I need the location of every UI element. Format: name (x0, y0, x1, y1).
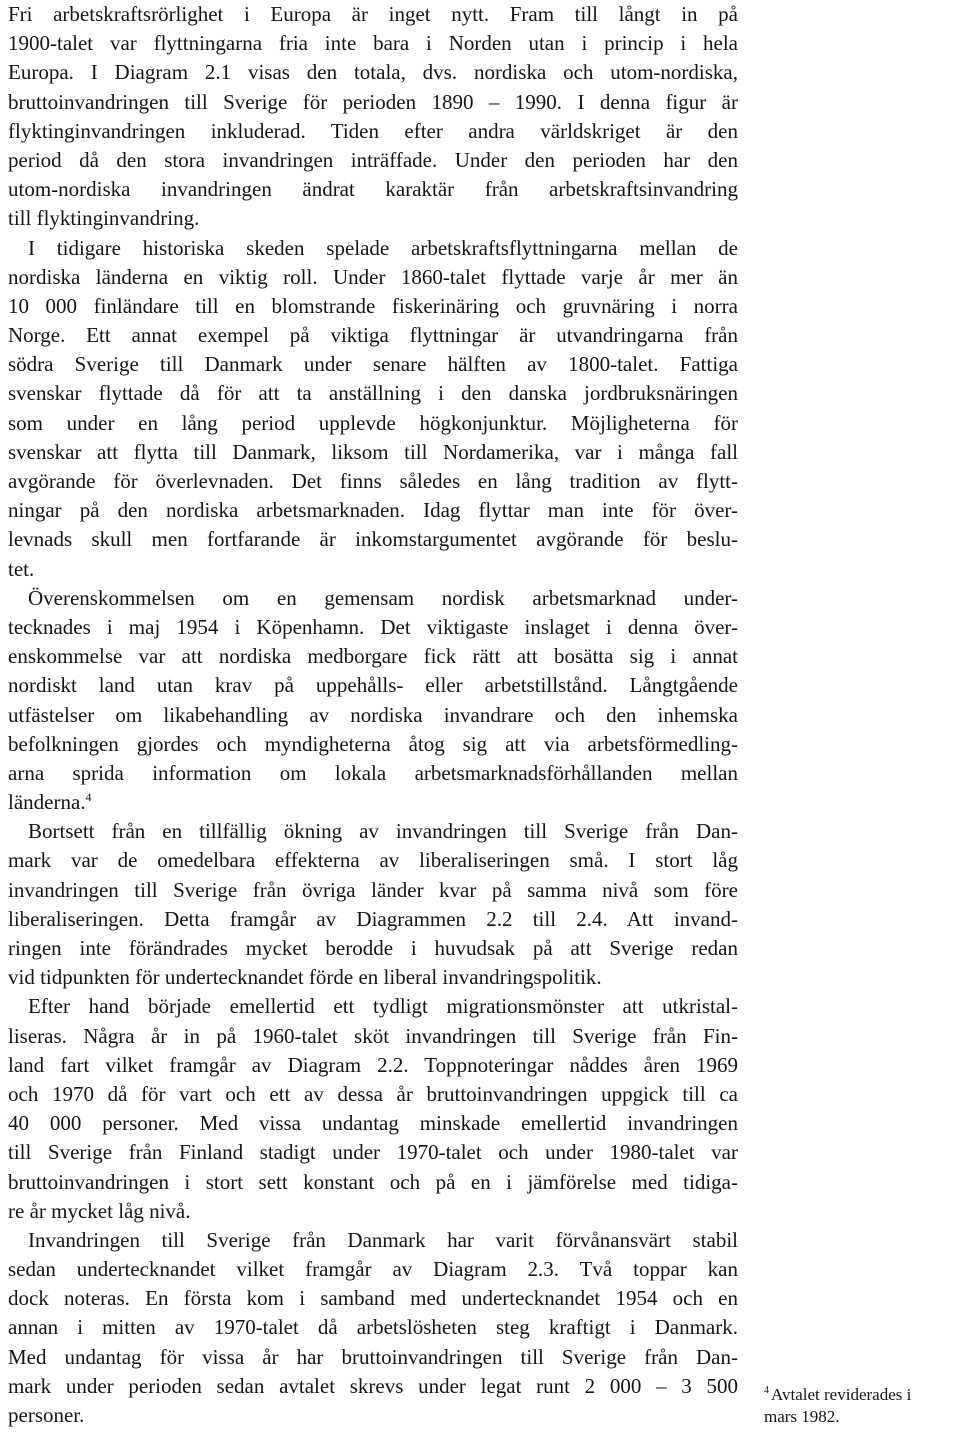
text-line: 40 000 personer. Med vissa undantag minskade emellertid invandringen (8, 1111, 738, 1136)
text-line: arna sprida information om lokala arbetsmarknadsförhållanden mellan (8, 760, 738, 785)
text-line: levnads skull men fortfarande är inkomstargumentet avgörande för beslu- (8, 527, 738, 552)
text-line: Överenskommelsen om en gemensam nordisk arbetsmarknad under- (28, 585, 738, 610)
text-line: land fart vilket framgår av Diagram 2.2. Toppnoteringar nåddes åren 1969 (8, 1052, 738, 1077)
text-line: flyktinginvandringen inkluderad. Tiden efter andra världskriget är den (8, 118, 738, 143)
text-line: bruttoinvandringen i stort sett konstant och på en i jämförelse med tidiga- (8, 1169, 738, 1194)
text-line: 10 000 finländare till en blomstrande fiskerinäring och gruvnäring i norra (8, 293, 738, 318)
text-line: tet. (8, 556, 35, 581)
text-line: och 1970 då för vart och ett av dessa år bruttoinvandringen uppgick till ca (8, 1081, 738, 1106)
text-line: som under en lång period upplevde högkonjunktur. Möjligheterna för (8, 410, 738, 435)
body-text (8, 0, 738, 1430)
text-line: svenskar flyttade då för att ta anställning i den danska jordbruksnäringen (8, 381, 738, 406)
text-line: personer. (8, 1403, 85, 1427)
text-line: Fri arbetskraftsrörlighet i Europa är inget nytt. Fram till långt in på (8, 2, 738, 26)
text-line: mark var de omedelbara effekterna av liberaliseringen små. I stort låg (8, 848, 738, 873)
text-line: Med undantag för vissa år har bruttoinvandringen till Sverige från Dan- (8, 1344, 738, 1369)
text-line: Bortsett från en tillfällig ökning av invandringen till Sverige från Dan- (28, 819, 738, 844)
footnote-mark: 4 (764, 1385, 769, 1397)
text-line: avgörande för överlevnaden. Det finns således en lång tradition av flytt- (8, 469, 738, 493)
text-line: Norge. Ett annat exempel på viktiga flyttningar är utvandringarna från (8, 323, 738, 348)
text-line: sedan undertecknandet vilket framgår av Diagram 2.3. Två toppar kan (8, 1257, 738, 1282)
text-line: annan i mitten av 1970-talet då arbetslösheten steg kraftigt i Danmark. (8, 1315, 738, 1340)
text-line: Europa. I Diagram 2.1 visas den totala, dvs. nordiska och utom-nordiska, (8, 60, 738, 85)
text-line: ringen inte förändrades mycket berodde i huvudsak på att Sverige redan (8, 936, 738, 960)
text-line: södra Sverige till Danmark under senare hälften av 1800-talet. Fattiga (8, 352, 738, 377)
text-line: liseras. Några år in på 1960-talet sköt invandringen till Sverige från Fin- (8, 1023, 738, 1048)
text-line: re år mycket låg nivå. (8, 1198, 191, 1223)
text-line: utom-nordiska invandringen ändrat karaktär från arbetskraftsinvandring (8, 177, 738, 202)
text-line: period då den stora invandringen inträffade. Under den perioden har den (8, 147, 738, 172)
text-line: befolkningen gjordes och myndigheterna åtog sig att via arbetsförmedling- (8, 731, 738, 756)
text-line: vid tidpunkten för undertecknandet förde en liberal invandringspolitik. (8, 965, 602, 990)
text-line: liberaliseringen. Detta framgår av Diagrammen 2.2 till 2.4. Att invand- (8, 906, 738, 931)
footnote (764, 1384, 960, 1428)
text-line: dock noteras. En första kom i samband med undertecknandet 1954 och en (8, 1286, 738, 1311)
text-line: länderna. (8, 790, 86, 815)
text-line: till Sverige från Finland stadigt under 1970-talet och under 1980-talet var (8, 1140, 738, 1165)
text-line: nordiska länderna en viktig roll. Under 1860-talet flyttade varje år mer än (8, 264, 738, 289)
footnote-reference: 4 (85, 790, 92, 805)
text-line: tecknades i maj 1954 i Köpenhamn. Det viktigaste inslaget i denna över- (8, 614, 738, 639)
text-line: ningar på den nordiska arbetsmarknaden. Idag flyttar man inte för över- (8, 498, 738, 523)
text-line: bruttoinvandringen till Sverige för perioden 1890 – 1990. I denna figur är (8, 89, 738, 114)
footnote-line: mars 1982. (764, 1407, 840, 1426)
footnote-line (764, 1384, 960, 1406)
text-line: enskommelse var att nordiska medborgare fick rätt att bosätta sig i annat (8, 644, 738, 669)
text-line-with-footnote (8, 788, 738, 817)
text-line: nordiskt land utan krav på uppehålls- eller arbetstillstånd. Långtgående (8, 673, 738, 698)
text-line: Invandringen till Sverige från Danmark har varit förvånansvärt stabil (28, 1227, 738, 1252)
text-line: till flyktinginvandring. (8, 206, 200, 231)
text-line: mark under perioden sedan avtalet skrevs under legat runt 2 000 – 3 500 (8, 1373, 738, 1398)
text-line: I tidigare historiska skeden spelade arbetskraftsflyttningarna mellan de (28, 235, 738, 260)
text-line: invandringen till Sverige från övriga länder kvar på samma nivå som före (8, 877, 738, 902)
text-line: 1900-talet var flyttningarna fria inte bara i Norden utan i princip i hela (8, 31, 738, 56)
text-line: Efter hand började emellertid ett tydligt migrationsmönster att utkristal- (28, 994, 738, 1019)
text-line: utfästelser om likabehandling av nordiska invandrare och den inhemska (8, 702, 738, 727)
footnote-text: Avtalet reviderades i (771, 1385, 912, 1404)
text-line: svenskar att flytta till Danmark, liksom till Nordamerika, var i många fall (8, 439, 738, 464)
